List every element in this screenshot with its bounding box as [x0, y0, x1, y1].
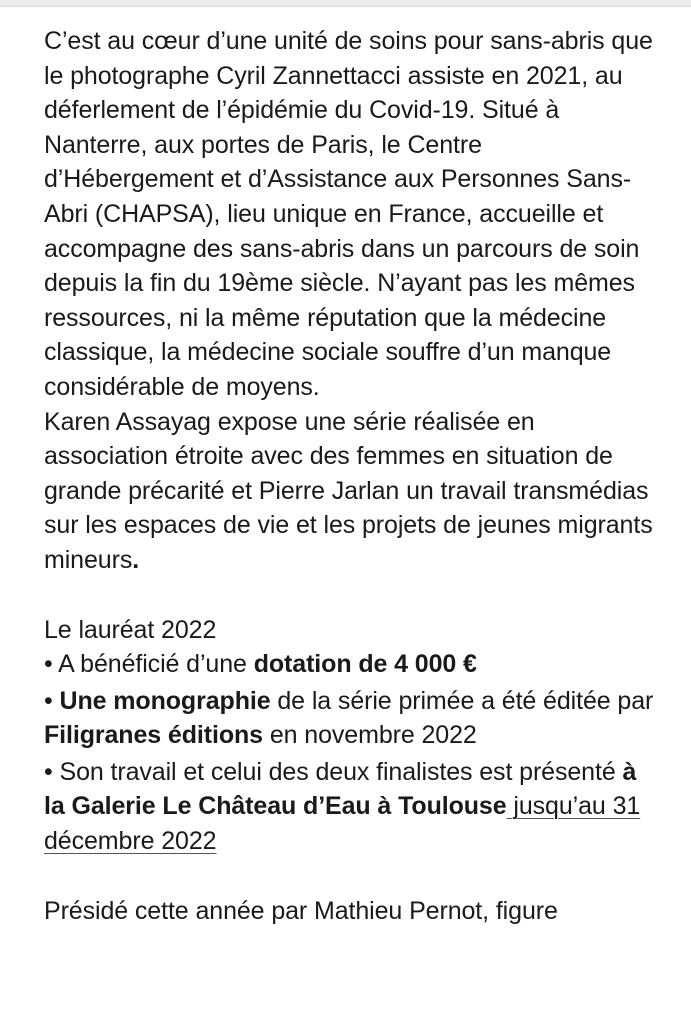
spacer — [44, 859, 656, 894]
bullet-monograph-prefix: • — [44, 686, 60, 715]
exhibitors-text: Karen Assayag expose une série réalisée en association étroite avec des femmes en situation de grande précarité et Pierre Jarlan un travail transmédias sur les espaces de vie et les projets de jeunes migrants mineurs — [44, 407, 653, 574]
bullet-monograph — [44, 684, 656, 753]
bullet-exhibition-text: • Son travail et celui des deux finalistes est présenté — [44, 757, 623, 786]
exhibitors-period: . — [132, 545, 140, 574]
bullet-exhibition — [44, 755, 656, 859]
exhibition-dates-link[interactable]: jusqu’au 31 décembre 2022 — [44, 792, 641, 856]
article-body — [44, 24, 656, 928]
spacer — [44, 578, 656, 613]
bullet-prize — [44, 647, 656, 682]
laureate-heading: Le lauréat 2022 — [44, 615, 217, 644]
bullet-prize-amount: dotation de 4 000 € — [253, 650, 477, 679]
closing-paragraph: Présidé cette année par Mathieu Pernot, figure — [44, 896, 558, 925]
top-divider — [0, 0, 691, 7]
bullet-monograph-date: en novembre 2022 — [262, 721, 477, 750]
bullet-exhibition-venue: à la Galerie Le Château d’Eau à Toulouse — [44, 757, 637, 821]
bullet-prize-text: • A bénéficié d’une — [44, 650, 254, 679]
bullet-monograph-publisher: Filigranes éditions — [44, 721, 263, 750]
exhibitors-paragraph — [44, 405, 656, 578]
intro-paragraph: C’est au cœur d’une unité de soins pour sans-abris que le photographe Cyril Zannettacci assiste en 2021, au déferlement de l’épidémie du Covid-19. Situé à Nanterre, aux portes de Paris, le Centre d’Hébergement et d’Assistance aux Personnes Sans-Abri (CHAPSA), lieu unique en France, accueille et accompagne des sans-abris dans un parcours de soin depuis la fin du 19ème siècle. N’ayant pas les mêmes ressources, ni la même réputation que la médecine classique, la médecine sociale souffre d’un manque considérable de moyens. — [44, 27, 653, 401]
bullet-monograph-title: Une monographie — [59, 686, 271, 715]
bullet-monograph-text: de la série primée a été éditée par — [270, 686, 654, 715]
